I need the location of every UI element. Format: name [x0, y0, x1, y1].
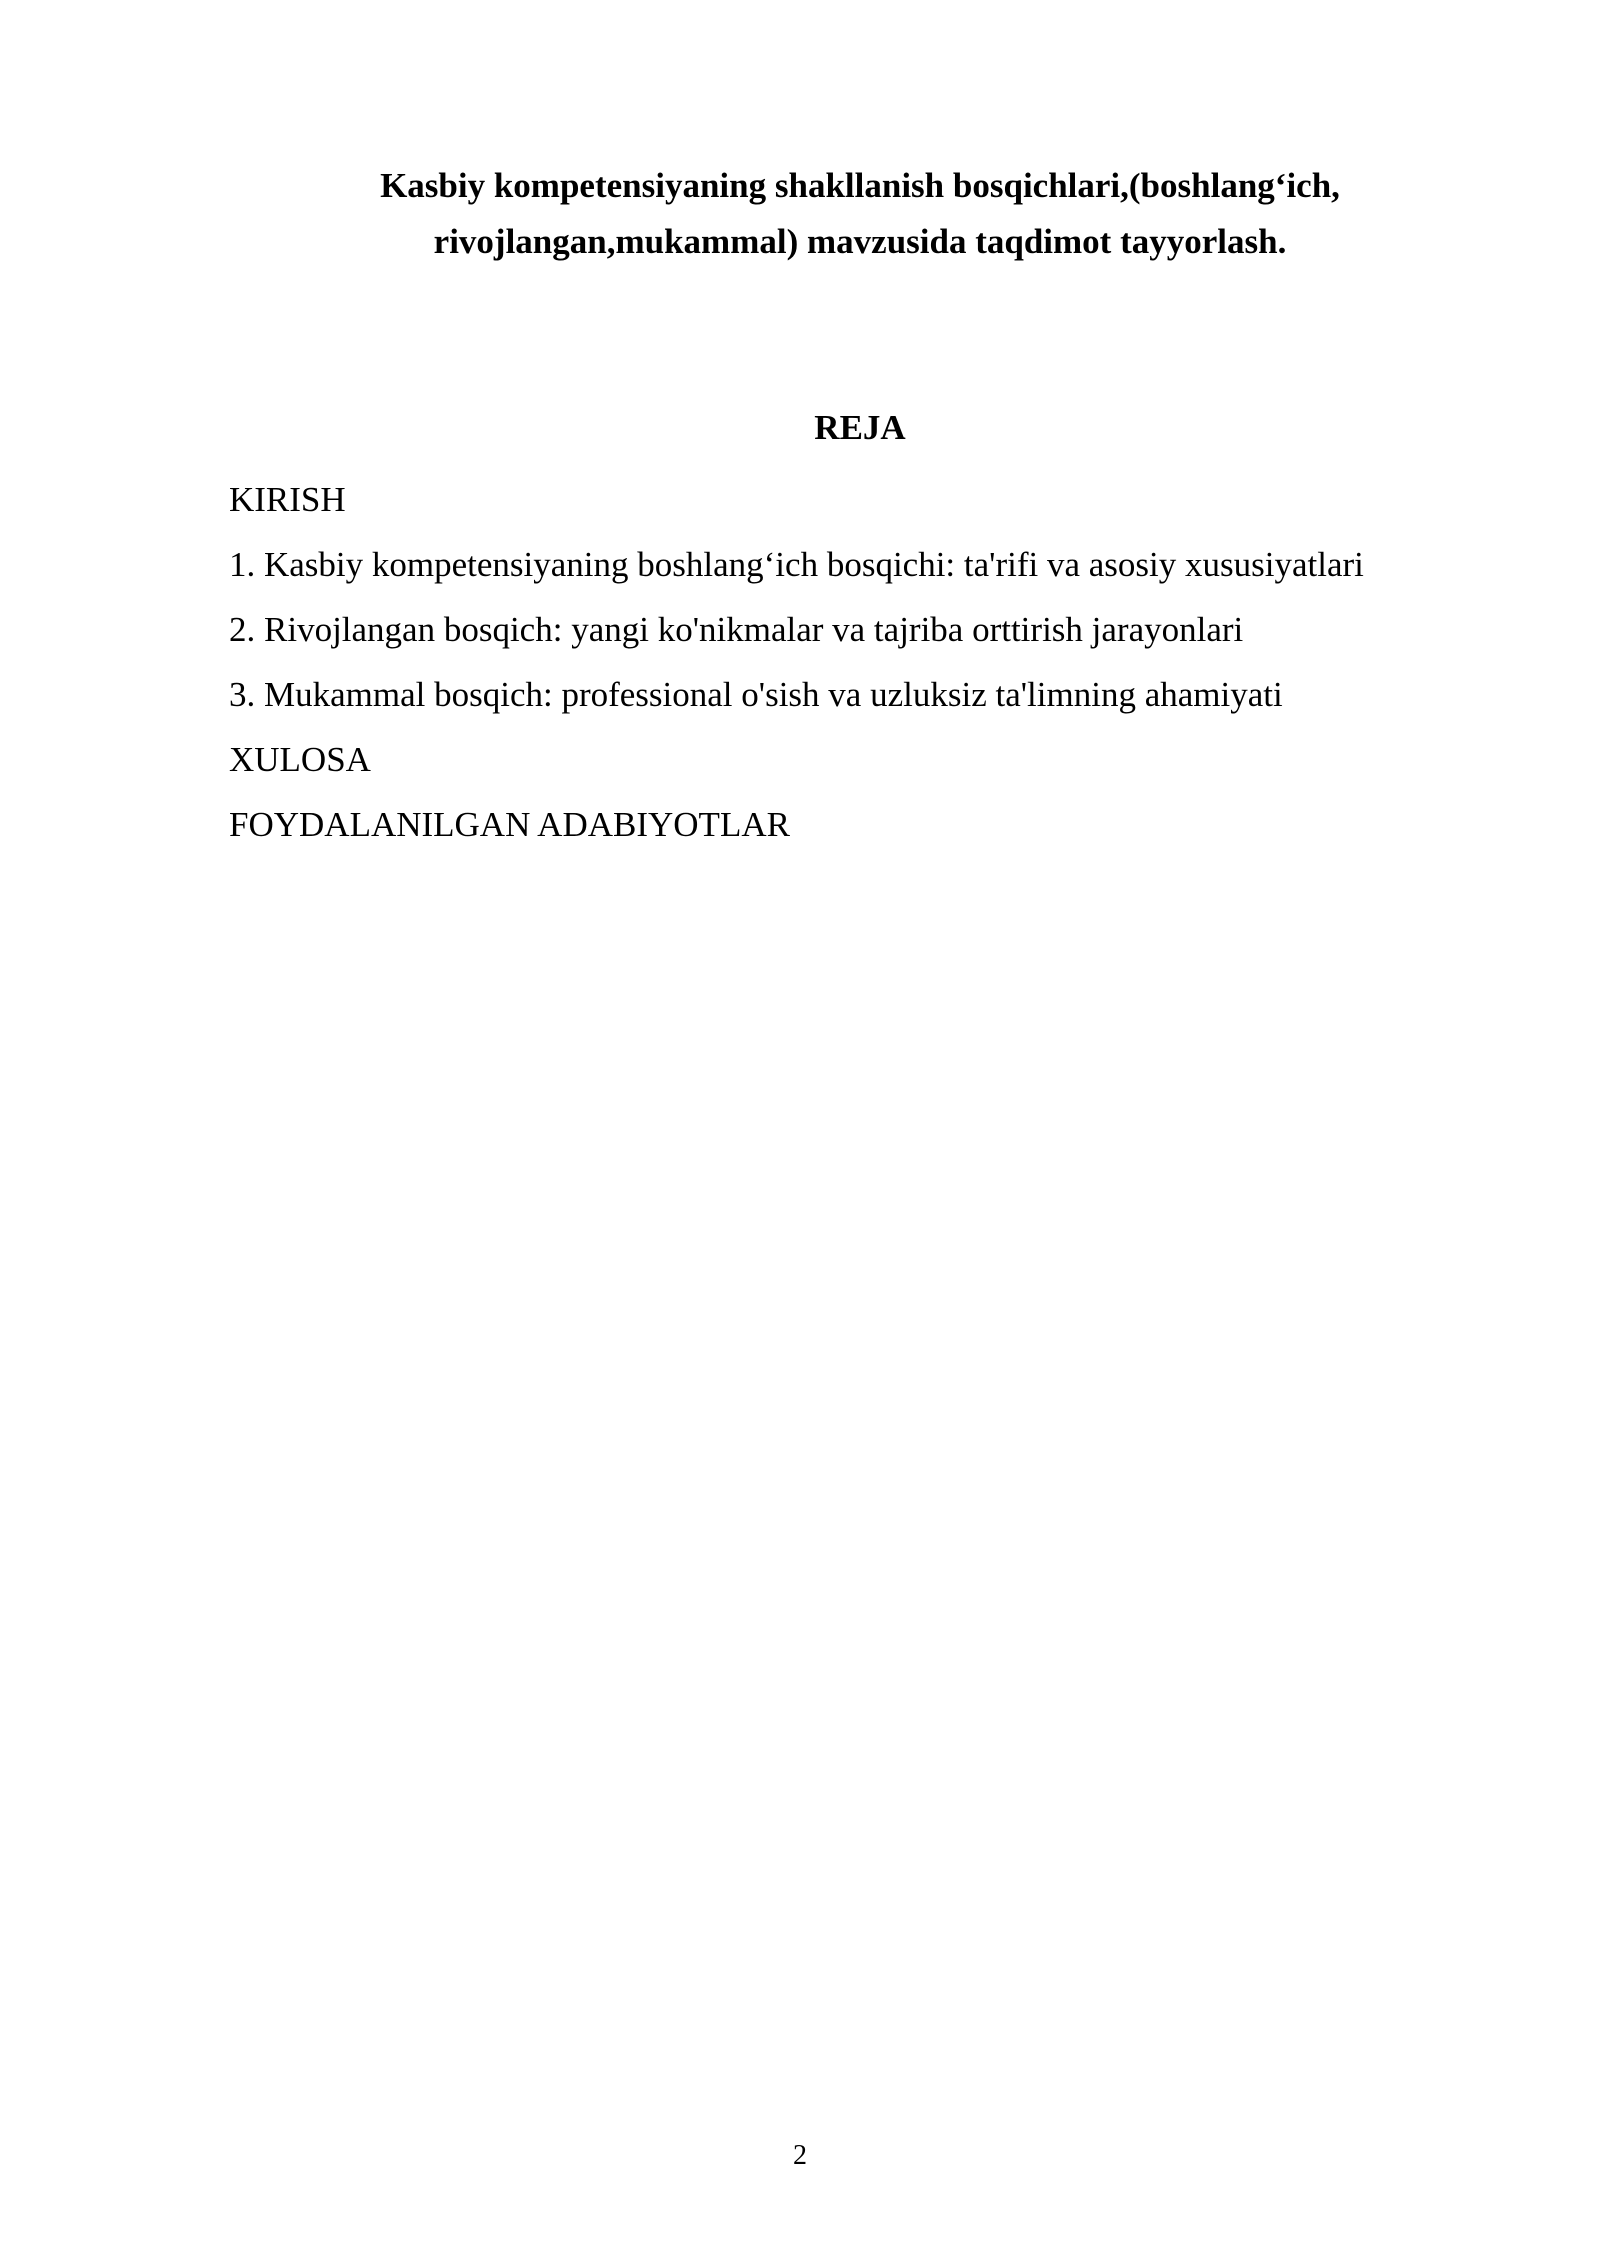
plan-heading: REJA: [814, 408, 906, 447]
page-number: 2: [793, 2140, 807, 2171]
plan-item-references: FOYDALANILGAN ADABIYOTLAR: [229, 805, 790, 844]
plan-item-2: 2. Rivojlangan bosqich: yangi ko'nikmalar va tajriba orttirish jarayonlari: [229, 610, 1244, 649]
document-title: [230, 158, 1490, 270]
plan-item-intro: KIRISH: [229, 480, 346, 519]
title-line: rivojlangan,mukammal) mavzusida taqdimot tayyorlash.: [433, 222, 1287, 261]
plan-item-conclusion: XULOSA: [229, 740, 371, 779]
plan-item-3: 3. Mukammal bosqich: professional o'sish va uzluksiz ta'limning ahamiyati: [229, 675, 1283, 714]
plan-item-1: 1. Kasbiy kompetensiyaning boshlang‘ich bosqichi: ta'rifi va asosiy xususiyatlari: [229, 545, 1364, 584]
plan-list: [229, 476, 1549, 866]
title-line: Kasbiy kompetensiyaning shakllanish bosqichlari,(boshlang‘ich,: [380, 166, 1340, 205]
